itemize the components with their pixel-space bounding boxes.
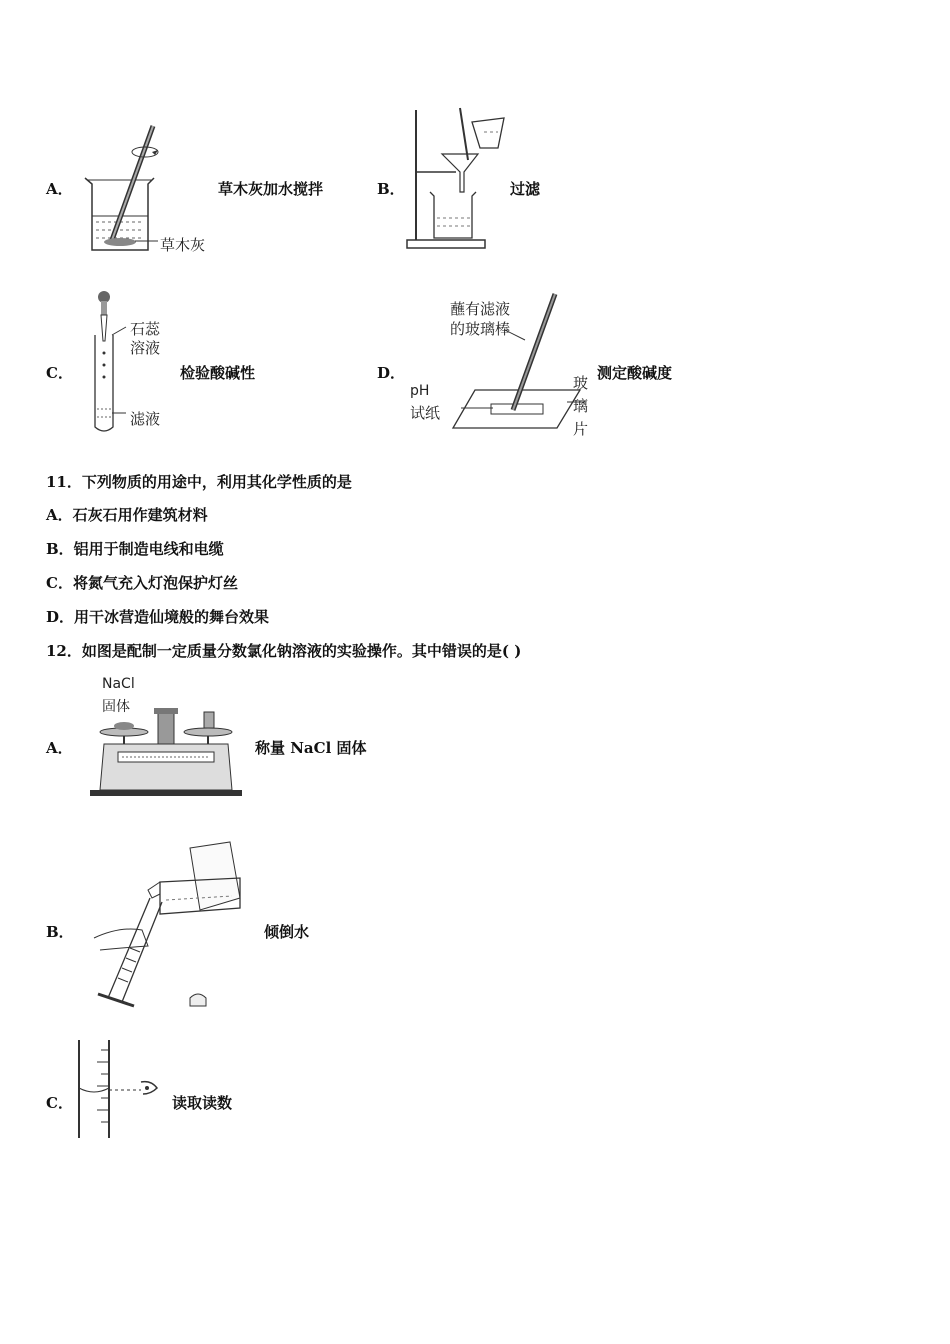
q11-option-c: C．将氮气充入灯泡保护灯丝 [46,574,238,592]
q10-option-c-letter: C． [46,364,73,382]
label-guti: 固体 [102,699,130,715]
q10-option-a-caption: 草木灰加水搅拌 [218,180,324,198]
q12-option-b-letter: B． [46,923,74,941]
q10-option-d-caption: 测定酸碱度 [597,364,673,382]
q10-option-a-letter: A． [46,180,73,198]
q10-option-c-caption: 检验酸碱性 [180,364,256,382]
q10-option-b-caption: 过滤 [510,180,541,198]
label-nacl: NaCl [102,676,135,692]
balance-scale-figure [88,700,248,800]
label-zhanyoulvye: 蘸有滤液 [450,300,511,318]
q11-option-d: D．用干冰营造仙境般的舞台效果 [46,608,270,626]
q10-option-d-letter: D． [377,364,406,382]
q12-stem: 12．如图是配制一定质量分数氯化钠溶液的实验操作。其中错误的是( ) [46,642,522,660]
q12-option-a-caption: 称量 NaCl 固体 [255,739,367,757]
read-cylinder-figure [75,1038,165,1142]
q12-option-c-letter: C． [46,1094,73,1112]
filtration-setup-figure [400,100,520,255]
q12-option-c-caption: 读取读数 [172,1094,233,1112]
label-deboli: 的玻璃棒 [450,320,511,338]
label-shirui: 石蕊 [130,320,161,338]
label-ph: pH [410,383,430,399]
label-shizhi: 试纸 [410,404,441,422]
q11-option-a: A．石灰石用作建筑材料 [46,506,208,524]
q12-option-b-caption: 倾倒水 [264,923,310,941]
q10-option-b-letter: B． [377,180,405,198]
label-pian: 片 [573,420,589,438]
q12-option-a-letter: A． [46,739,73,757]
label-caomuhui: 草木灰 [160,236,206,254]
label-lvye: 滤液 [130,410,161,428]
pour-water-figure [90,838,250,1013]
label-rongye: 溶液 [130,339,161,357]
label-li: 璃 [573,397,589,415]
q11-option-b: B．铝用于制造电线和电缆 [46,540,224,558]
label-bo: 玻 [573,374,589,392]
q11-stem: 11．下列物质的用途中，利用其化学性质的是 [46,473,352,491]
